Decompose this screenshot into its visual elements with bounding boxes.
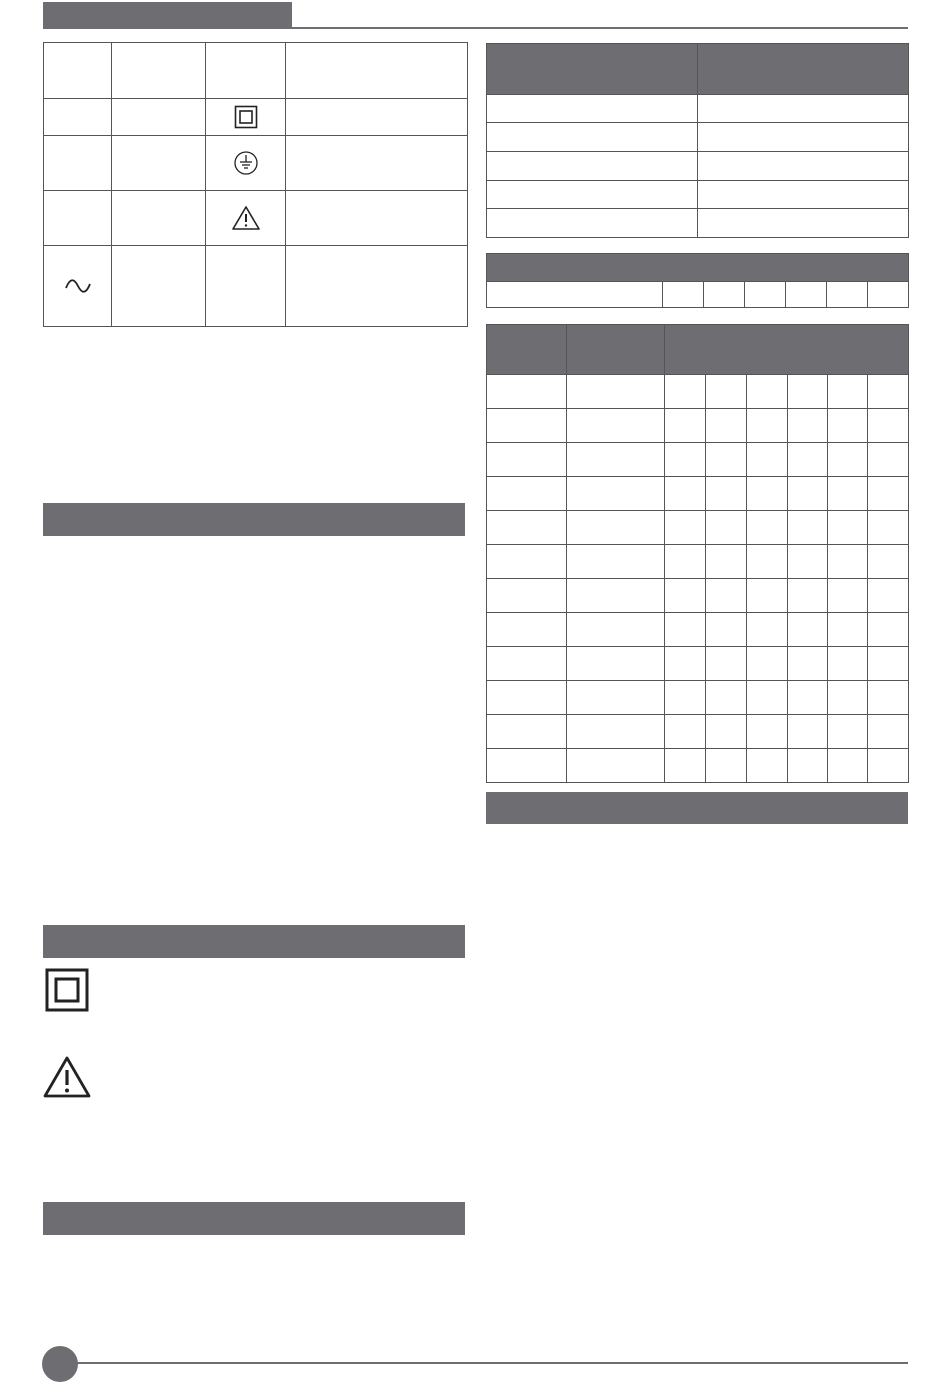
table-row xyxy=(44,99,468,136)
table-cell xyxy=(828,681,868,715)
table-cell xyxy=(747,443,788,477)
table-cell xyxy=(828,477,868,511)
table-row xyxy=(487,209,909,238)
table-cell xyxy=(828,511,868,545)
table-cell xyxy=(487,579,567,613)
table-cell xyxy=(868,647,909,681)
table-cell xyxy=(706,545,747,579)
table-cell xyxy=(828,375,868,409)
table-cell xyxy=(868,409,909,443)
header-tab xyxy=(43,2,292,28)
double-square-icon xyxy=(234,105,258,129)
table-cell xyxy=(868,477,909,511)
table-cell xyxy=(567,375,665,409)
table-cell xyxy=(868,715,909,749)
table-cell xyxy=(828,647,868,681)
table-cell xyxy=(567,613,665,647)
section-header-4 xyxy=(486,792,908,824)
page-number-badge xyxy=(42,1346,78,1382)
table-row xyxy=(487,545,909,579)
table-cell xyxy=(788,613,828,647)
table-cell xyxy=(868,681,909,715)
table-cell xyxy=(828,749,868,783)
table-row xyxy=(487,123,909,152)
table-cell xyxy=(788,375,828,409)
table-cell xyxy=(747,409,788,443)
table-cell xyxy=(788,443,828,477)
table-cell xyxy=(747,647,788,681)
table-cell xyxy=(706,715,747,749)
table-cell xyxy=(487,545,567,579)
table-cell xyxy=(665,681,706,715)
table-cell xyxy=(487,409,567,443)
table-cell xyxy=(747,375,788,409)
table-cell xyxy=(828,409,868,443)
table-cell xyxy=(788,749,828,783)
table-cell xyxy=(747,477,788,511)
table-cell xyxy=(788,477,828,511)
table-cell xyxy=(706,375,747,409)
table-cell xyxy=(487,613,567,647)
table-cell xyxy=(788,511,828,545)
double-insulation-icon xyxy=(45,968,89,1012)
table-cell xyxy=(567,715,665,749)
table-cell xyxy=(567,681,665,715)
symbols-table xyxy=(43,42,468,327)
table-cell xyxy=(567,511,665,545)
table-cell xyxy=(788,545,828,579)
rating-table xyxy=(486,253,909,308)
table-row xyxy=(487,613,909,647)
table-row xyxy=(487,477,909,511)
table-cell xyxy=(706,749,747,783)
table-cell xyxy=(665,613,706,647)
table-cell xyxy=(828,613,868,647)
table-cell xyxy=(706,681,747,715)
table-cell xyxy=(788,681,828,715)
table-row xyxy=(487,152,909,181)
spec-table xyxy=(486,43,909,238)
table-cell xyxy=(868,545,909,579)
table-cell xyxy=(706,579,747,613)
grid-table xyxy=(486,324,909,783)
table-row xyxy=(487,647,909,681)
table-cell xyxy=(868,613,909,647)
table-cell xyxy=(747,579,788,613)
table-row xyxy=(487,681,909,715)
section-header-1 xyxy=(43,503,465,536)
table-cell xyxy=(788,579,828,613)
section-header-2 xyxy=(43,925,465,958)
table-cell xyxy=(868,579,909,613)
footer-rule xyxy=(60,1362,908,1364)
table-cell xyxy=(665,579,706,613)
table-cell xyxy=(788,715,828,749)
table-cell xyxy=(567,409,665,443)
table-cell xyxy=(868,375,909,409)
table-cell xyxy=(828,545,868,579)
table-cell xyxy=(868,443,909,477)
table-row xyxy=(487,95,909,123)
table-cell xyxy=(665,375,706,409)
table-cell xyxy=(567,443,665,477)
table-header-row xyxy=(487,254,909,282)
table-cell xyxy=(788,647,828,681)
table-cell xyxy=(706,613,747,647)
table-cell xyxy=(665,443,706,477)
table-cell xyxy=(567,647,665,681)
table-row xyxy=(44,246,468,327)
table-row xyxy=(487,443,909,477)
ground-icon xyxy=(233,150,259,176)
table-row xyxy=(487,749,909,783)
table-cell xyxy=(487,681,567,715)
table-cell xyxy=(487,715,567,749)
alternating-current-icon xyxy=(64,278,92,294)
table-row xyxy=(487,715,909,749)
table-cell xyxy=(706,443,747,477)
table-cell xyxy=(706,409,747,443)
table-cell xyxy=(788,409,828,443)
section-header-3 xyxy=(43,1202,465,1235)
table-cell xyxy=(868,749,909,783)
header-rule xyxy=(43,27,908,29)
table-cell xyxy=(665,647,706,681)
table-row xyxy=(487,409,909,443)
table-cell xyxy=(868,511,909,545)
table-cell xyxy=(828,579,868,613)
table-cell xyxy=(747,613,788,647)
warning-triangle-icon xyxy=(231,205,261,231)
table-cell xyxy=(828,715,868,749)
table-cell xyxy=(747,715,788,749)
table-cell xyxy=(706,647,747,681)
table-row xyxy=(487,579,909,613)
table-row xyxy=(487,181,909,209)
table-cell xyxy=(567,579,665,613)
table-cell xyxy=(665,409,706,443)
table-row xyxy=(44,136,468,191)
table-cell xyxy=(487,749,567,783)
warning-triangle-large-icon xyxy=(42,1055,92,1099)
table-cell xyxy=(487,511,567,545)
table-cell xyxy=(567,749,665,783)
table-cell xyxy=(665,511,706,545)
table-cell xyxy=(747,681,788,715)
table-cell xyxy=(487,647,567,681)
table-row xyxy=(487,375,909,409)
table-cell xyxy=(487,477,567,511)
table-row xyxy=(487,511,909,545)
table-cell xyxy=(567,545,665,579)
table-row xyxy=(487,282,909,308)
table-cell xyxy=(665,477,706,511)
table-header-row xyxy=(487,325,909,375)
table-cell xyxy=(747,511,788,545)
table-cell xyxy=(828,443,868,477)
table-cell xyxy=(567,477,665,511)
table-cell xyxy=(487,375,567,409)
table-header-row xyxy=(487,44,909,95)
table-cell xyxy=(487,443,567,477)
table-row xyxy=(44,43,468,99)
table-cell xyxy=(665,749,706,783)
table-cell xyxy=(706,477,747,511)
table-cell xyxy=(706,511,747,545)
table-cell xyxy=(747,749,788,783)
table-cell xyxy=(747,545,788,579)
table-row xyxy=(44,191,468,246)
table-cell xyxy=(665,545,706,579)
table-cell xyxy=(665,715,706,749)
